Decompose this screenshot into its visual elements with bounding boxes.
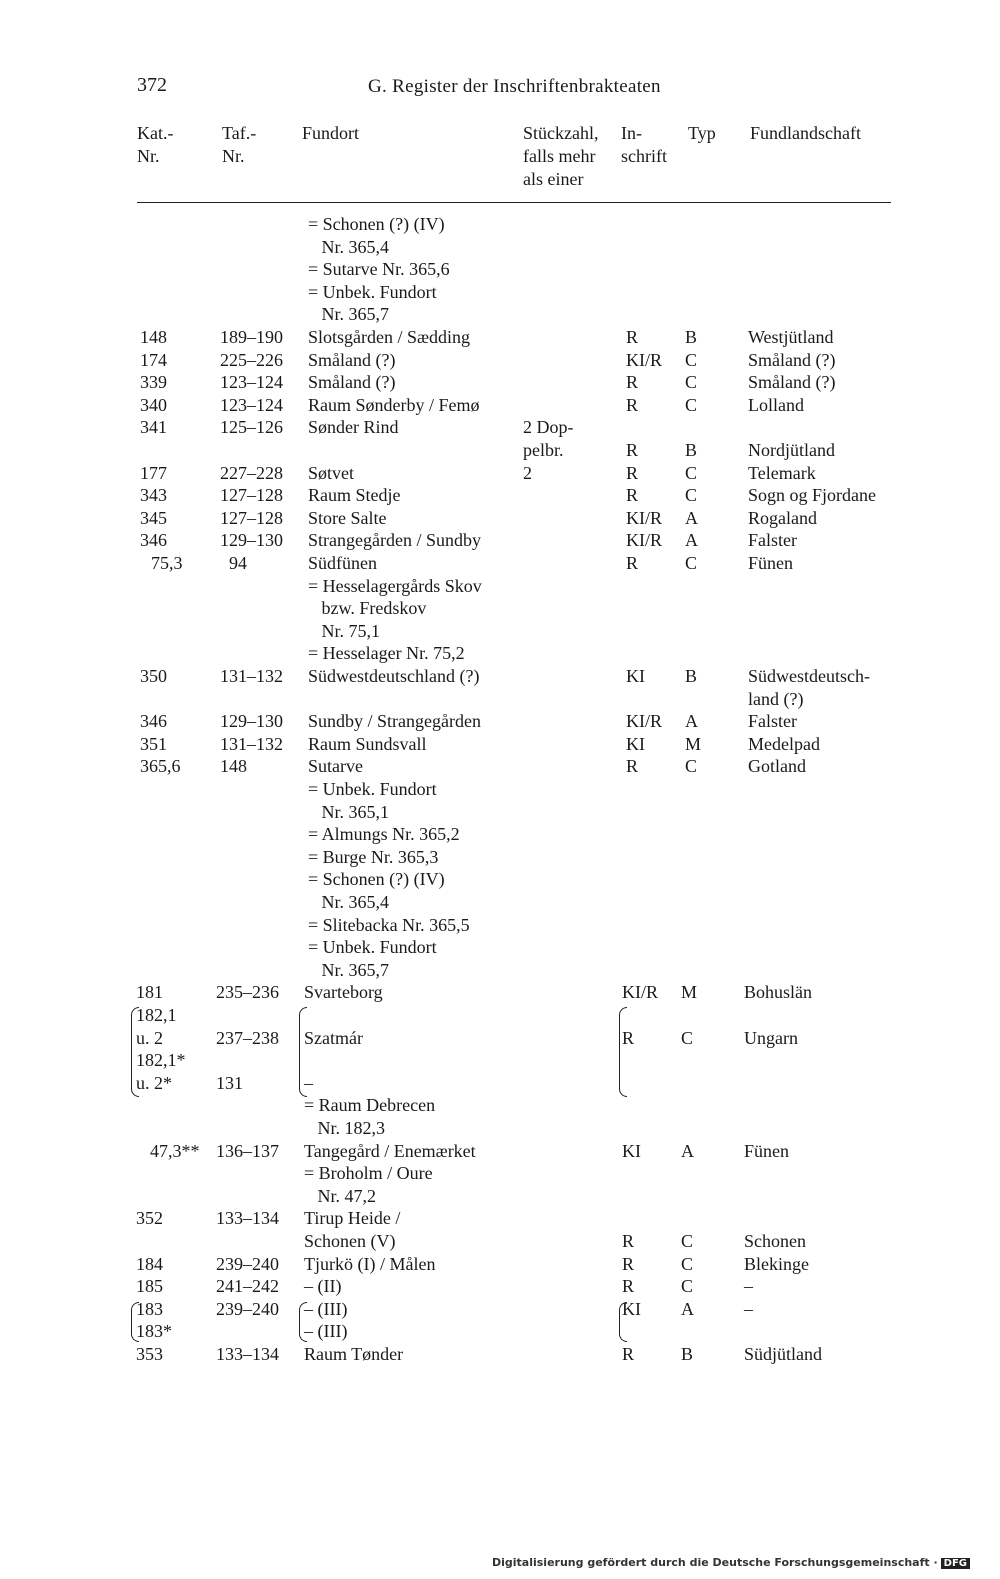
cell-taf-nr: 189–190 — [220, 327, 283, 347]
cell-inschrift: KI/R — [626, 711, 662, 732]
cell-fundort: = Almungs Nr. 365,2 — [308, 824, 460, 845]
cell-fundort: Südwestdeutschland (?) — [308, 666, 480, 686]
cell-typ: M — [685, 733, 702, 754]
cell-fundlandschaft: – — [744, 1298, 753, 1319]
cell-kat-nr: 346 — [140, 530, 167, 551]
cell-taf-nr: 123–124 — [220, 372, 283, 393]
cell-taf-nr: 133–134 — [216, 1344, 279, 1364]
cell-typ: C — [685, 756, 698, 777]
cell-fundort: Nr. 365,7 — [308, 959, 389, 980]
cell-kat-nr: 75,3 — [151, 553, 183, 573]
cell-kat-nr: 184 — [136, 1253, 163, 1274]
cell-inschrift: R — [626, 462, 639, 483]
cell-inschrift: R — [622, 1027, 635, 1048]
cell-taf-nr: 227–228 — [220, 462, 283, 483]
cell-fundlandschaft: Blekinge — [744, 1253, 809, 1274]
cell-kat-nr: 352 — [136, 1208, 163, 1229]
cell-taf-nr: 131–132 — [220, 666, 283, 686]
cell-fundort: Store Salte — [308, 507, 387, 528]
cell-fundort: Nr. 75,1 — [308, 620, 380, 641]
cell-taf-nr: 239–240 — [216, 1253, 279, 1274]
cell-fundort: Szatmár — [304, 1027, 363, 1048]
cell-fundort: Svarteborg — [304, 982, 383, 1003]
cell-fundort: Nr. 47,2 — [304, 1185, 376, 1206]
cell-fundlandschaft: Gotland — [748, 756, 806, 777]
cell-fundort: – — [304, 1072, 313, 1093]
cell-typ: A — [685, 530, 698, 551]
cell-taf-nr: 237–238 — [216, 1027, 279, 1048]
cell-typ: A — [685, 711, 698, 732]
cell-inschrift: R — [626, 553, 639, 573]
cell-taf-nr: 127–128 — [220, 485, 283, 506]
cell-taf-nr: 148 — [220, 756, 247, 777]
cell-taf-nr: 131–132 — [220, 733, 283, 754]
cell-fundlandschaft: Falster — [748, 530, 797, 551]
cell-taf-nr: 129–130 — [220, 530, 283, 551]
cell-kat-nr: u. 2 — [136, 1027, 163, 1048]
cell-fundlandschaft: Bohuslän — [744, 982, 813, 1003]
cell-taf-nr: 133–134 — [216, 1208, 279, 1229]
cell-stueckzahl: pelbr. — [523, 440, 564, 460]
brace-kat-183 — [131, 1302, 139, 1342]
brace-kat-182 — [131, 1007, 139, 1097]
cell-fundlandschaft: Lolland — [748, 394, 804, 415]
cell-kat-nr: 181 — [136, 982, 163, 1003]
cell-fundort: = Sutarve Nr. 365,6 — [308, 259, 450, 280]
cell-kat-nr: 351 — [140, 733, 167, 754]
cell-fundort: = Schonen (?) (IV) — [308, 869, 445, 890]
cell-kat-nr: 148 — [140, 327, 167, 347]
cell-fundort: = Unbek. Fundort — [308, 281, 437, 302]
cell-fundort: = Hesselagergårds Skov — [308, 575, 482, 596]
cell-fundlandschaft: – — [744, 1276, 753, 1297]
cell-fundlandschaft: land (?) — [748, 688, 804, 709]
cell-fundort: Nr. 365,7 — [308, 304, 389, 325]
cell-kat-nr: u. 2* — [136, 1072, 172, 1093]
cell-inschrift: KI/R — [626, 349, 662, 370]
header-taf-nr: Taf.- Nr. — [222, 123, 257, 166]
cell-fundlandschaft: Nordjütland — [748, 440, 835, 460]
cell-fundort: Raum Sønderby / Femø — [308, 394, 480, 415]
cell-fundlandschaft: Småland (?) — [748, 349, 836, 370]
cell-fundlandschaft: Sogn og Fjordane — [748, 485, 876, 506]
cell-fundlandschaft: Falster — [748, 711, 797, 732]
cell-fundlandschaft: Ungarn — [744, 1027, 798, 1048]
cell-inschrift: R — [622, 1253, 635, 1274]
cell-fundort: – (II) — [304, 1276, 342, 1297]
cell-inschrift: R — [626, 756, 639, 777]
cell-fundort: = Broholm / Oure — [304, 1163, 433, 1184]
cell-typ: C — [681, 1027, 694, 1048]
cell-kat-nr: 353 — [136, 1344, 163, 1364]
cell-typ: C — [681, 1231, 694, 1251]
cell-fundlandschaft: Fünen — [748, 553, 793, 573]
cell-fundlandschaft: Südwestdeutsch- — [748, 666, 870, 686]
cell-inschrift: KI/R — [626, 530, 662, 551]
cell-fundort: Småland (?) — [308, 349, 396, 370]
cell-fundort: Nr. 365,1 — [308, 801, 389, 822]
cell-inschrift: R — [626, 372, 639, 393]
brace-fundort-tjurko — [299, 1302, 307, 1342]
cell-taf-nr: 123–124 — [220, 394, 283, 415]
cell-typ: C — [685, 372, 698, 393]
cell-inschrift: R — [622, 1344, 635, 1364]
cell-typ: C — [681, 1253, 694, 1274]
cell-fundort: Strangegården / Sundby — [308, 530, 481, 551]
cell-fundort: Raum Sundsvall — [308, 733, 427, 754]
cell-inschrift: KI/R — [626, 507, 662, 528]
header-fundort: Fundort — [302, 123, 360, 143]
cell-kat-nr: 182,1* — [136, 1050, 186, 1071]
cell-inschrift: R — [622, 1231, 635, 1251]
cell-typ: C — [685, 485, 698, 506]
cell-stueckzahl: 2 — [523, 462, 532, 483]
cell-fundort: bzw. Fredskov — [308, 598, 427, 619]
cell-fundort: Sundby / Strangegården — [308, 711, 481, 732]
cell-kat-nr: 345 — [140, 507, 167, 528]
cell-taf-nr: 131 — [216, 1072, 243, 1093]
cell-fundort: Tjurkö (I) / Målen — [304, 1253, 436, 1274]
cell-fundort: – (III) — [304, 1321, 348, 1342]
running-title: G. Register der Inschriftenbrakteaten — [368, 76, 661, 97]
cell-fundlandschaft: Südjütland — [744, 1344, 823, 1364]
cell-inschrift: R — [626, 440, 639, 460]
cell-typ: A — [681, 1298, 694, 1319]
cell-taf-nr: 94 — [229, 553, 247, 573]
cell-typ: A — [681, 1140, 694, 1161]
cell-fundlandschaft: Rogaland — [748, 507, 817, 528]
cell-typ: C — [685, 394, 698, 415]
cell-fundort: = Unbek. Fundort — [308, 779, 437, 799]
cell-inschrift: KI — [626, 733, 645, 754]
cell-taf-nr: 127–128 — [220, 507, 283, 528]
brace-fundort-szatmar — [299, 1007, 307, 1097]
cell-inschrift: KI — [626, 666, 645, 686]
cell-typ: A — [685, 507, 698, 528]
cell-taf-nr: 129–130 — [220, 711, 283, 732]
cell-kat-nr: 346 — [140, 711, 167, 732]
footer-text: Digitalisierung gefördert durch die Deutsche Forschungsgemeinschaft · — [491, 1556, 938, 1569]
cell-fundort: Søtvet — [308, 462, 355, 483]
cell-fundort: Slotsgården / Sædding — [308, 327, 471, 347]
cell-stueckzahl: 2 Dop- — [523, 417, 574, 438]
cell-fundlandschaft: Medelpad — [748, 733, 820, 754]
cell-kat-nr: 177 — [140, 462, 167, 483]
cell-kat-nr: 182,1 — [136, 1005, 177, 1025]
cell-inschrift: R — [626, 394, 639, 415]
cell-fundort: Småland (?) — [308, 372, 396, 393]
cell-kat-nr: 339 — [140, 372, 167, 393]
cell-typ: B — [681, 1344, 694, 1364]
cell-fundlandschaft: Telemark — [748, 462, 816, 483]
header-kat-nr: Kat.- Nr. — [137, 123, 174, 166]
cell-fundort: = Burge Nr. 365,3 — [308, 846, 439, 867]
cell-kat-nr: 341 — [140, 417, 167, 438]
cell-inschrift: R — [626, 327, 639, 347]
cell-taf-nr: 136–137 — [216, 1140, 279, 1161]
cell-kat-nr: 365,6 — [140, 756, 181, 777]
cell-kat-nr: 183 — [136, 1298, 163, 1319]
cell-fundort: Südfünen — [308, 553, 377, 573]
cell-fundort: Sutarve — [308, 756, 363, 777]
cell-fundort: Sønder Rind — [308, 417, 399, 438]
header-typ: Typ — [688, 123, 716, 143]
header-fundlandschaft: Fundlandschaft — [750, 123, 861, 143]
cell-typ: B — [685, 327, 698, 347]
cell-fundort: Tirup Heide / — [304, 1208, 401, 1229]
cell-typ: M — [681, 982, 698, 1003]
cell-inschrift: R — [622, 1276, 635, 1297]
cell-fundlandschaft: Westjütland — [748, 327, 834, 347]
cell-kat-nr: 183* — [136, 1321, 172, 1342]
brace-inschrift-tjurko — [619, 1302, 627, 1342]
cell-taf-nr: 225–226 — [220, 349, 283, 370]
cell-taf-nr: 241–242 — [216, 1276, 279, 1297]
cell-fundort: Nr. 365,4 — [308, 892, 389, 912]
cell-typ: B — [685, 440, 698, 460]
cell-typ: C — [681, 1276, 694, 1297]
cell-inschrift: R — [626, 485, 639, 506]
cell-fundort: = Slitebacka Nr. 365,5 — [308, 914, 470, 935]
cell-fundort: = Schonen (?) (IV) — [308, 214, 445, 234]
cell-typ: B — [685, 666, 698, 686]
cell-taf-nr: 239–240 — [216, 1298, 279, 1319]
cell-kat-nr: 340 — [140, 394, 167, 415]
cell-kat-nr: 47,3** — [150, 1140, 200, 1161]
cell-fundort: Raum Stedje — [308, 485, 401, 506]
cell-taf-nr: 125–126 — [220, 417, 283, 438]
cell-kat-nr: 343 — [140, 485, 167, 506]
cell-fundlandschaft: Småland (?) — [748, 372, 836, 393]
cell-taf-nr: 235–236 — [216, 982, 279, 1003]
cell-fundort: = Raum Debrecen — [304, 1095, 436, 1116]
header-stueckzahl: Stückzahl, falls mehr als einer — [523, 123, 599, 189]
cell-kat-nr: 174 — [140, 349, 167, 370]
cell-typ: C — [685, 349, 698, 370]
cell-inschrift: KI — [622, 1140, 641, 1161]
cell-typ: C — [685, 462, 698, 483]
cell-inschrift: KI/R — [622, 982, 658, 1003]
cell-fundlandschaft: Fünen — [744, 1140, 789, 1161]
cell-fundort: = Unbek. Fundort — [308, 937, 437, 958]
cell-kat-nr: 350 — [140, 666, 167, 686]
page-number: 372 — [137, 74, 167, 96]
cell-fundort: Raum Tønder — [304, 1344, 404, 1364]
cell-fundort: Tangegård / Enemærket — [304, 1140, 476, 1161]
cell-inschrift: KI — [622, 1298, 641, 1319]
cell-fundort: = Hesselager Nr. 75,2 — [308, 643, 465, 664]
cell-typ: C — [685, 553, 698, 573]
header-inschrift: In- schrift — [621, 123, 667, 166]
brace-inschrift-szatmar — [619, 1007, 627, 1097]
cell-fundort: – (III) — [304, 1298, 348, 1319]
cell-fundlandschaft: Schonen — [744, 1231, 806, 1251]
footer-credit — [492, 1556, 970, 1569]
cell-fundort: Schonen (V) — [304, 1231, 396, 1251]
cell-fundort: Nr. 182,3 — [304, 1118, 385, 1138]
dfg-logo: DFG — [941, 1558, 970, 1569]
cell-kat-nr: 185 — [136, 1276, 163, 1297]
cell-fundort: Nr. 365,4 — [308, 236, 389, 257]
